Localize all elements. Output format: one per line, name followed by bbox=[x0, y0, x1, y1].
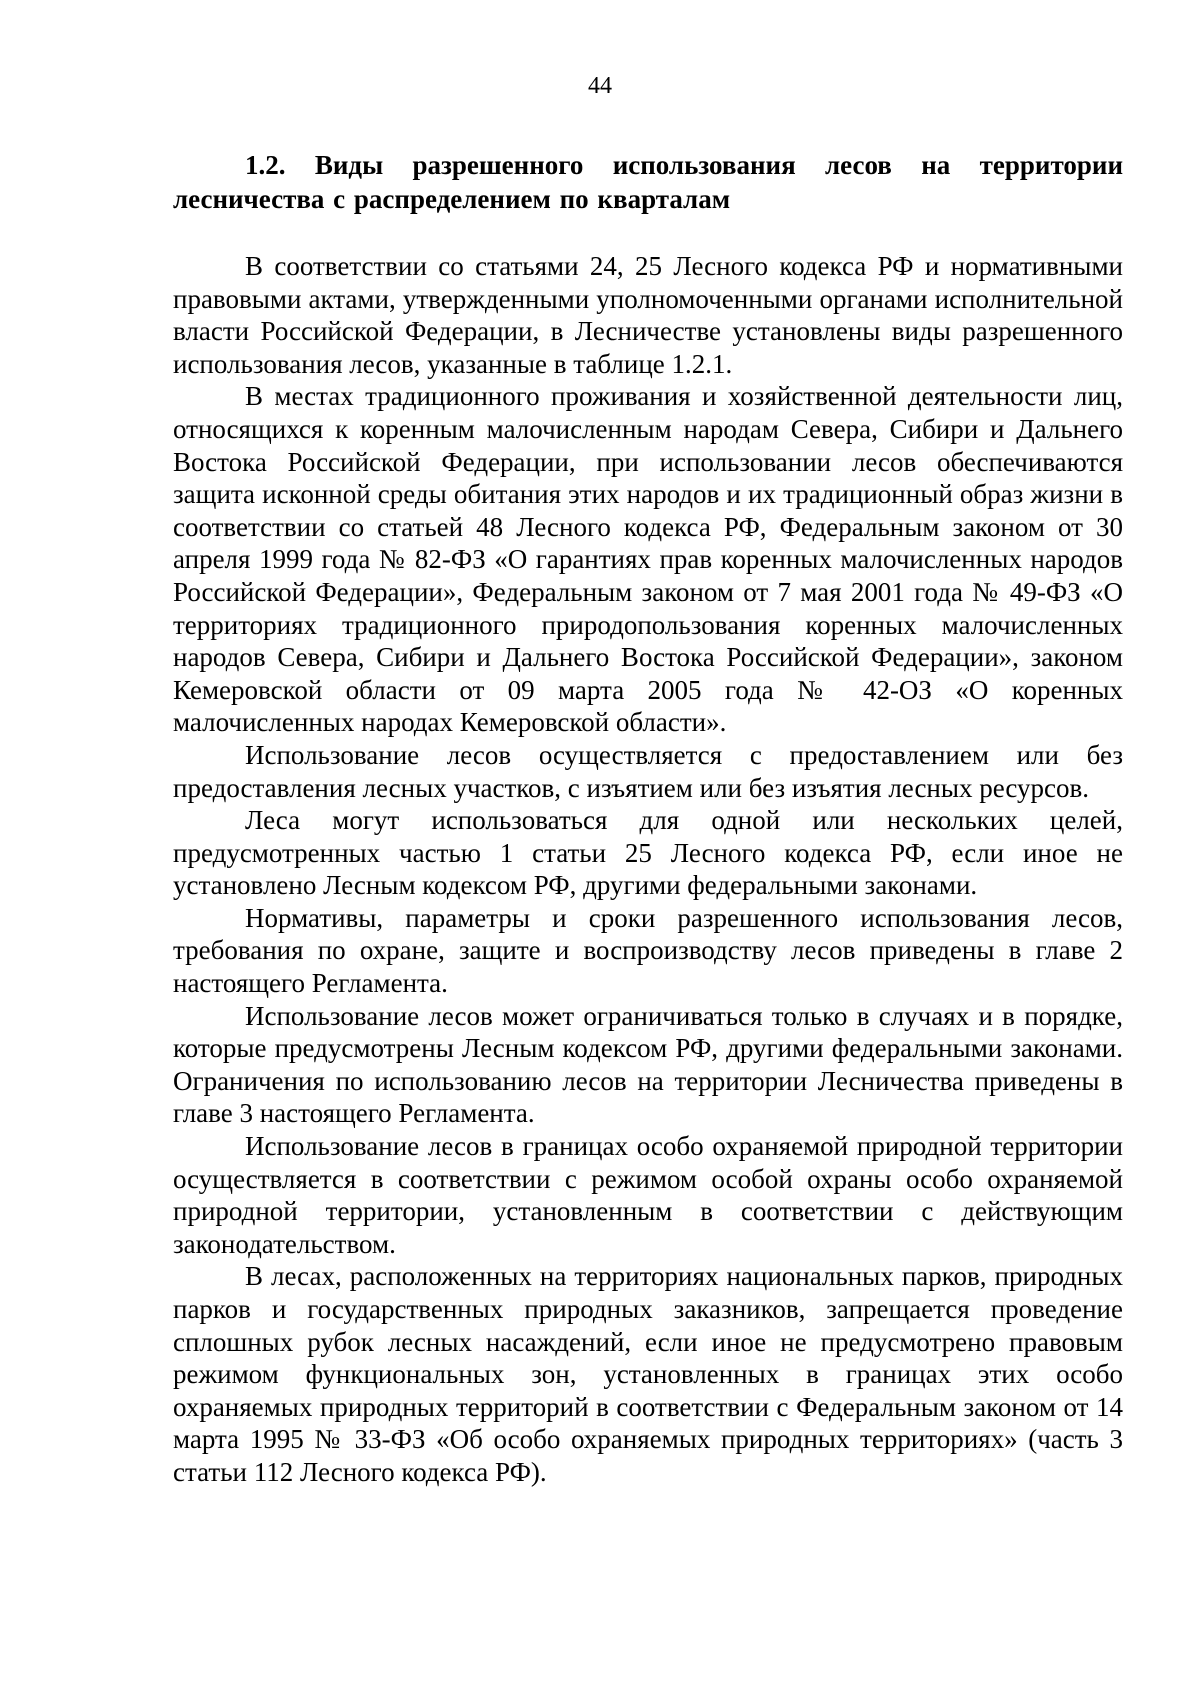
section-heading: 1.2. Виды разрешенного использования лесов на территории лесничества с распределением по кварталам bbox=[173, 150, 1123, 214]
paragraph-national-parks: В лесах, расположенных на территориях национальных парков, природных парков и государственных природных заказников, запрещается проведение сплошных рубок лесных насаждений, если иное не предусмотрено правовым режимом функциональных зон, установленных в границах этих особо охраняемых природных территорий в соответствии с Федеральным законом от 14 марта 1995 № 33-ФЗ «Об особо охраняемых природных территориях» (часть 3 статьи 112 Лесного кодекса РФ). bbox=[173, 1261, 1123, 1487]
paragraph-land-plot-provision: Использование лесов осуществляется с предоставлением или без предоставления лесных участков, с изъятием или без изъятия лесных ресурсов. bbox=[173, 739, 1123, 803]
paragraph-protected-territory: Использование лесов в границах особо охраняемой природной территории осуществляется в соответствии с режимом особой охраны особо охраняемой природной территории, установленным в соответствии с действующим законодательством. bbox=[173, 1131, 1123, 1259]
page-number: 44 bbox=[588, 73, 612, 99]
paragraph-forest-purposes: Леса могут использоваться для одной или нескольких целей, предусмотренных частью 1 статьи 25 Лесного кодекса РФ, если иное не установлено Лесным кодексом РФ, другими федеральными законами. bbox=[173, 805, 1123, 901]
paragraph-indigenous-peoples: В местах традиционного проживания и хозяйственной деятельности лиц, относящихся к коренным малочисленным народам Севера, Сибири и Дальнего Востока Российской Федерации, при использовании лесов обеспечиваются защита исконной среды обитания этих народов и их традиционный образ жизни в соответствии со статьей 48 Лесного кодекса РФ, Федеральным законом от 30 апреля 1999 года № 82-ФЗ «О гарантиях прав коренных малочисленных народов Российской Федерации», Федеральным законом от 7 мая 2001 года № 49-ФЗ «О территориях традиционного природопользования коренных малочисленных народов Севера, Сибири и Дальнего Востока Российской Федерации», законом Кемеровской области от 09 марта 2005 года № 42-ОЗ «О коренных малочисленных народах Кемеровской области». bbox=[173, 381, 1123, 738]
page-content bbox=[173, 148, 1123, 1489]
paragraph-use-restrictions: Использование лесов может ограничиваться только в случаях и в порядке, которые предусмотрены Лесным кодексом РФ, другими федеральными законами. Ограничения по использованию лесов на территории Лесничества приведены в главе 3 настоящего Регламента. bbox=[173, 1000, 1123, 1129]
paragraph-norms-reference: Нормативы, параметры и сроки разрешенного использования лесов, требования по охране, защите и воспроизводству лесов приведены в главе 2 настоящего Регламента. bbox=[173, 902, 1123, 999]
paragraph-forest-use-types: В соответствии со статьями 24, 25 Лесного кодекса РФ и нормативными правовыми актами, утвержденными уполномоченными органами исполнительной власти Российской Федерации, в Лесничестве установлены виды разрешенного использования лесов, указанные в таблице 1.2.1. bbox=[173, 251, 1123, 379]
